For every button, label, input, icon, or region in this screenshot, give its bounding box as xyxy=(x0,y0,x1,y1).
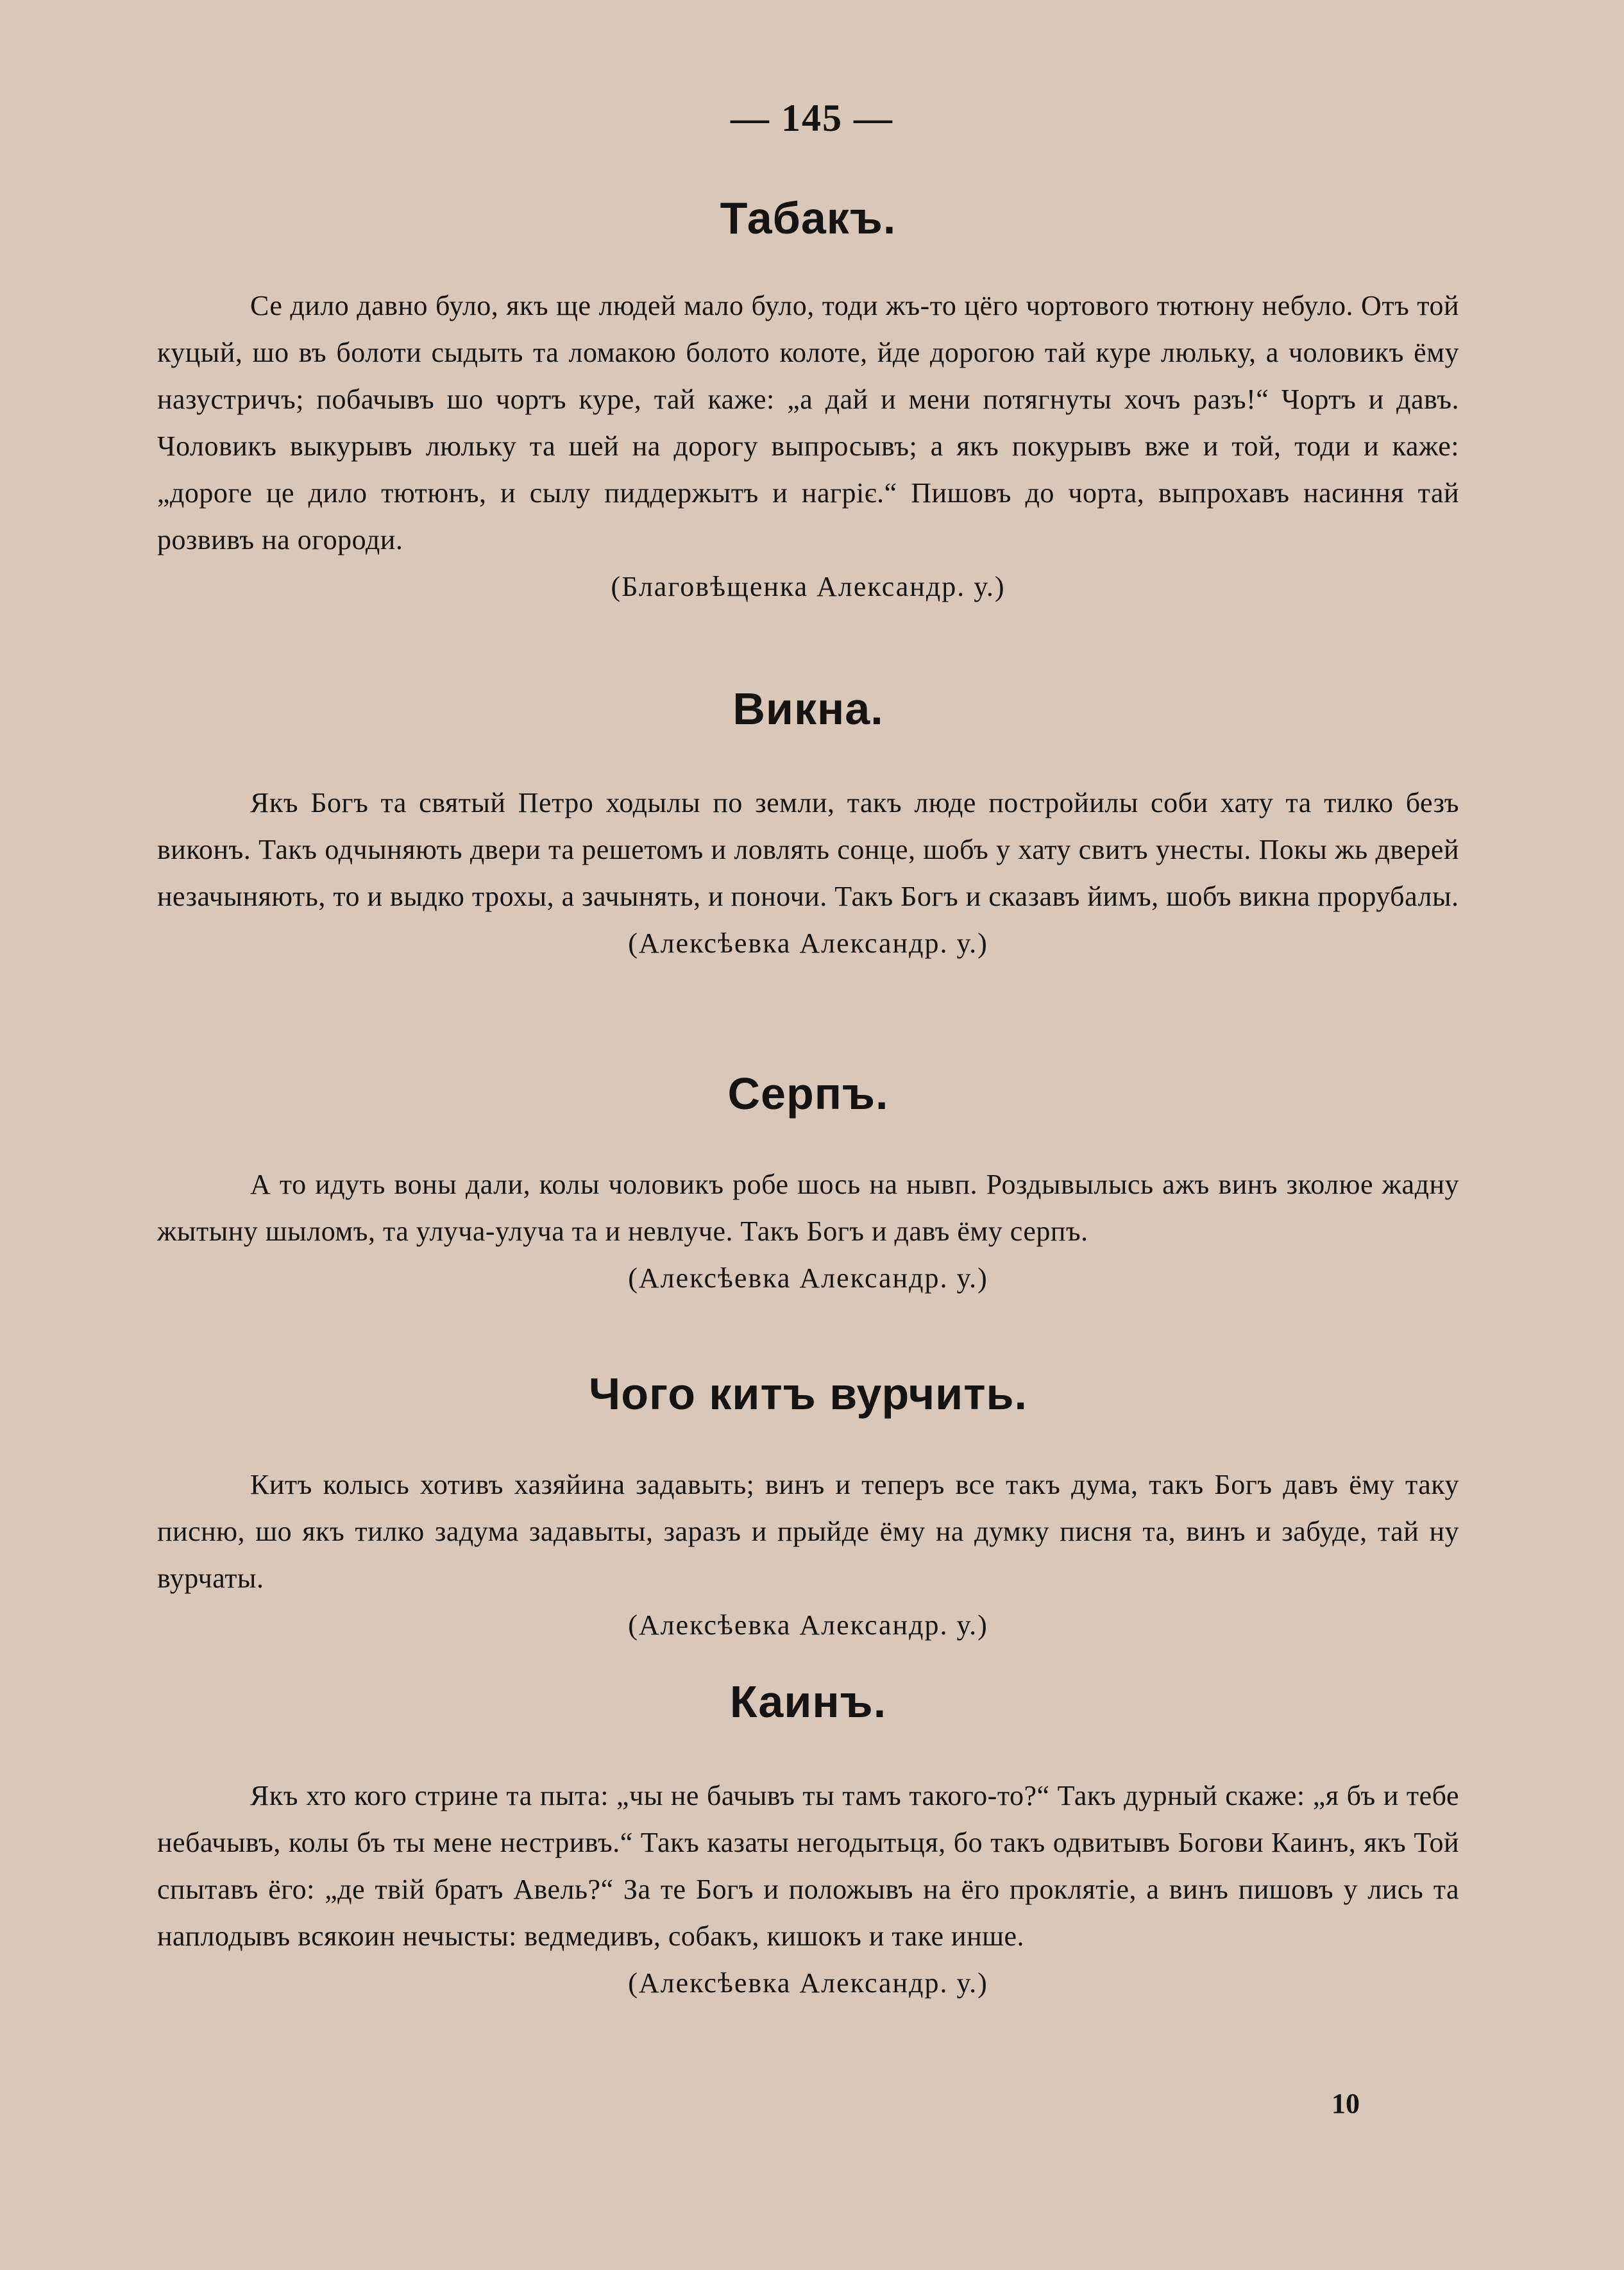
section-text: Се дило давно було, якъ ще людей мало було, тоди жъ-то цёго чортового тютюну небуло. Отъ той куцый, шо въ болоти сыдыть та ломакою болото колоте, йде дорогою тай куре люльку, а чоловикъ ёму назустричъ; побачывъ шо чортъ куре, тай каже: „а дай и мени потягнуты хочъ разъ!“ Чортъ и давъ. Чоловикъ выкурывъ люльку та шей на дорогу выпросывъ; а якъ покурывъ вже и той, тоди и каже: „дороге це дило тютюнъ, и сылу пиддержытъ и нагріє.“ Пишовъ до чорта, выпрохавъ насиння тай розвивъ на огороди. xyxy=(157,290,1459,555)
section-source: (Благовѣщенка Александр. у.) xyxy=(611,571,1006,602)
section-kain xyxy=(157,1676,1459,2006)
signature-number: 10 xyxy=(1332,2088,1360,2119)
section-text: Якъ Богъ та святый Петро ходылы по земли, такъ люде постройилы соби хату та тилко безъ виконъ. Такъ одчыняють двери та решетомъ и ловлять сонце, шобъ у хату свитъ унесты. Покы жь дверей незачыняють, то и выдко трохы, а зачынять, и поночи. Такъ Богъ и сказавъ йимъ, шобъ викна прорубалы. xyxy=(157,787,1459,912)
page-number: — 145 — xyxy=(731,97,893,139)
section-text: Китъ колысь хотивъ хазяйина задавыть; винъ и теперъ все такъ дума, такъ Богъ давъ ёму таку писню, шо якъ тилко задума задавыты, заразъ и прыйде ёму на думку писня та, винъ и забуде, тай ну вурчаты. xyxy=(157,1469,1459,1594)
section-kyt xyxy=(157,1368,1459,1648)
section-tabak xyxy=(157,192,1459,610)
section-title: Чого китъ вурчить. xyxy=(589,1369,1028,1419)
section-title: Викна. xyxy=(732,684,884,734)
section-vykna xyxy=(157,683,1459,967)
section-source: (Алексѣевка Александр. у.) xyxy=(628,927,988,959)
section-serp xyxy=(157,1068,1459,1301)
section-title: Серпъ. xyxy=(727,1069,889,1119)
section-source: (Алексѣевка Александр. у.) xyxy=(628,1262,988,1294)
section-text: А то идуть воны дали, колы чоловикъ робе шось на нывп. Роздывылысь ажъ винъ зколюе жадну жытыну шыломъ, та улуча-улуча та и невлуче. Такъ Богъ и давъ ёму серпъ. xyxy=(157,1169,1459,1247)
section-title: Каинъ. xyxy=(729,1677,887,1727)
section-source: (Алексѣевка Александр. у.) xyxy=(628,1967,988,1999)
section-source: (Алексѣевка Александр. у.) xyxy=(628,1609,988,1641)
section-text: Якъ хто кого стрине та пыта: „чы не бачывъ ты тамъ такого-то?“ Такъ дурный скаже: „я бъ и тебе небачывъ, колы бъ ты мене нестривъ.“ Такъ казаты негодытьця, бо такъ одвитывъ Богови Каинъ, якъ Той спытавъ ёго: „де твій братъ Авель?“ За те Богъ и положывъ на ёго проклятіе, а винъ пишовъ у лись та наплодывъ всякоин нечысты: ведмедивъ, собакъ, кишокъ и таке инше. xyxy=(157,1780,1459,1952)
section-title: Табакъ. xyxy=(720,193,897,243)
